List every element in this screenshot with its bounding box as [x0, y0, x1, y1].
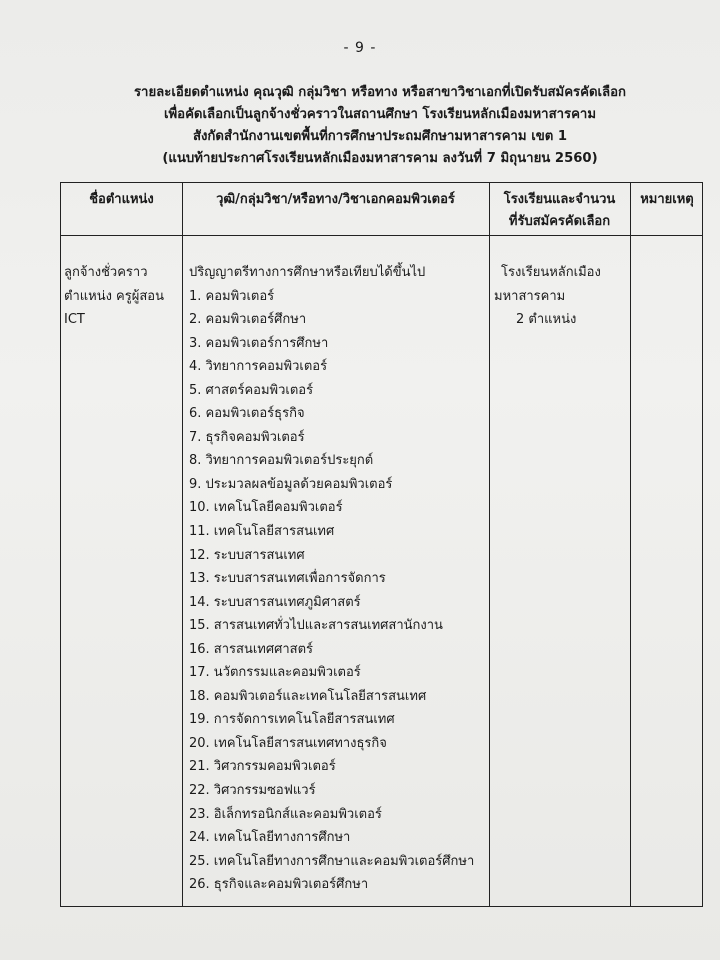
header-school-line-1: โรงเรียนและจำนวน [503, 192, 616, 207]
heading-line-1: รายละเอียดตำแหน่ง คุณวุฒิ กลุ่มวิชา หรือทาง หรือสาขาวิชาเอกที่เปิดรับสมัครคัดเลือก [133, 85, 627, 100]
column-divider [630, 183, 631, 906]
qualification-item: 2. คอมพิวเตอร์ศึกษา [189, 312, 307, 328]
column-divider [182, 183, 183, 906]
qualification-item: 15. สารสนเทศทั่วไปและสารสนเทศสานักงาน [189, 618, 443, 634]
qualification-item: 20. เทคโนโลยีสารสนเทศทางธุรกิจ [189, 735, 387, 751]
qualification-item: 21. วิศวกรรมคอมพิวเตอร์ [189, 759, 336, 775]
qualification-item: 4. วิทยาการคอมพิวเตอร์ [189, 359, 328, 375]
qualification-item: 24. เทคโนโลยีทางการศึกษา [189, 830, 351, 846]
qualification-item: 8. วิทยาการคอมพิวเตอร์ประยุกต์ [189, 453, 374, 469]
heading-line-4: (แนบท้ายประกาศโรงเรียนหลักเมืองมหาสารคาม ลงวันที่ 7 มิถุนายน 2560) [162, 151, 598, 166]
qualification-list [189, 285, 474, 897]
heading-line-2: เพื่อคัดเลือกเป็นลูกจ้างชั่วคราวในสถานศึกษา โรงเรียนหลักเมืองมหาสารคาม [163, 107, 597, 122]
qualification-intro: ปริญญาตรีทางการศึกษาหรือเทียบได้ขึ้นไป [189, 265, 426, 280]
heading-line-3: สังกัดสำนักงานเขตพื้นที่การศึกษาประถมศึกษามหาสารคาม เขต 1 [192, 129, 568, 144]
school-cell [489, 261, 630, 332]
qualification-item: 18. คอมพิวเตอร์และเทคโนโลยีสารสนเทศ [189, 688, 427, 704]
qualification-item: 10. เทคโนโลยีคอมพิวเตอร์ [189, 500, 343, 516]
header-position: ชื่อตำแหน่ง [89, 192, 154, 207]
qualification-item: 1. คอมพิวเตอร์ [189, 288, 275, 304]
position-cell [64, 261, 164, 332]
school-line-2: มหาสารคาม [494, 288, 566, 304]
header-qualification: วุฒิ/กลุ่มวิชา/หรือทาง/วิชาเอกคอมพิวเตอร์ [216, 192, 455, 207]
qualification-item: 3. คอมพิวเตอร์การศึกษา [189, 335, 329, 351]
document-heading [60, 82, 700, 170]
school-line-1: โรงเรียนหลักเมือง [501, 265, 601, 280]
position-line-2: ตำแหน่ง ครูผู้สอน [64, 288, 164, 304]
school-line-3: 2 ตำแหน่ง [516, 312, 577, 327]
qualification-item: 22. วิศวกรรมซอฟแวร์ [189, 782, 316, 798]
qualification-item: 19. การจัดการเทคโนโลยีสารสนเทศ [189, 712, 395, 728]
qualification-item: 13. ระบบสารสนเทศเพื่อการจัดการ [189, 571, 386, 587]
qualification-item: 5. ศาสตร์คอมพิวเตอร์ [189, 382, 314, 398]
header-divider [61, 235, 702, 236]
header-remark: หมายเหตุ [640, 192, 694, 207]
qualification-item: 11. เทคโนโลยีสารสนเทศ [189, 523, 335, 539]
qualification-item: 17. นวัตกรรมและคอมพิวเตอร์ [189, 665, 361, 681]
qualification-item: 26. ธุรกิจและคอมพิวเตอร์ศึกษา [189, 877, 369, 893]
qualification-item: 9. ประมวลผลข้อมูลด้วยคอมพิวเตอร์ [189, 476, 393, 492]
qualification-item: 14. ระบบสารสนเทศภูมิศาสตร์ [189, 594, 361, 610]
qualification-item: 16. สารสนเทศศาสตร์ [189, 641, 314, 657]
position-table [60, 182, 703, 907]
position-line-1: ลูกจ้างชั่วคราว [64, 265, 148, 280]
position-line-3: ICT [64, 312, 85, 327]
header-school-line-2: ที่รับสมัครคัดเลือก [508, 214, 611, 229]
qualification-item: 23. อิเล็กทรอนิกส์และคอมพิวเตอร์ [189, 806, 382, 822]
page-number: - 9 - [343, 40, 377, 56]
qualification-item: 12. ระบบสารสนเทศ [189, 547, 305, 563]
qualification-cell [189, 261, 474, 897]
qualification-item: 7. ธุรกิจคอมพิวเตอร์ [189, 429, 305, 445]
qualification-item: 25. เทคโนโลยีทางการศึกษาและคอมพิวเตอร์ศึกษา [189, 853, 475, 869]
qualification-item: 6. คอมพิวเตอร์ธุรกิจ [189, 406, 305, 422]
